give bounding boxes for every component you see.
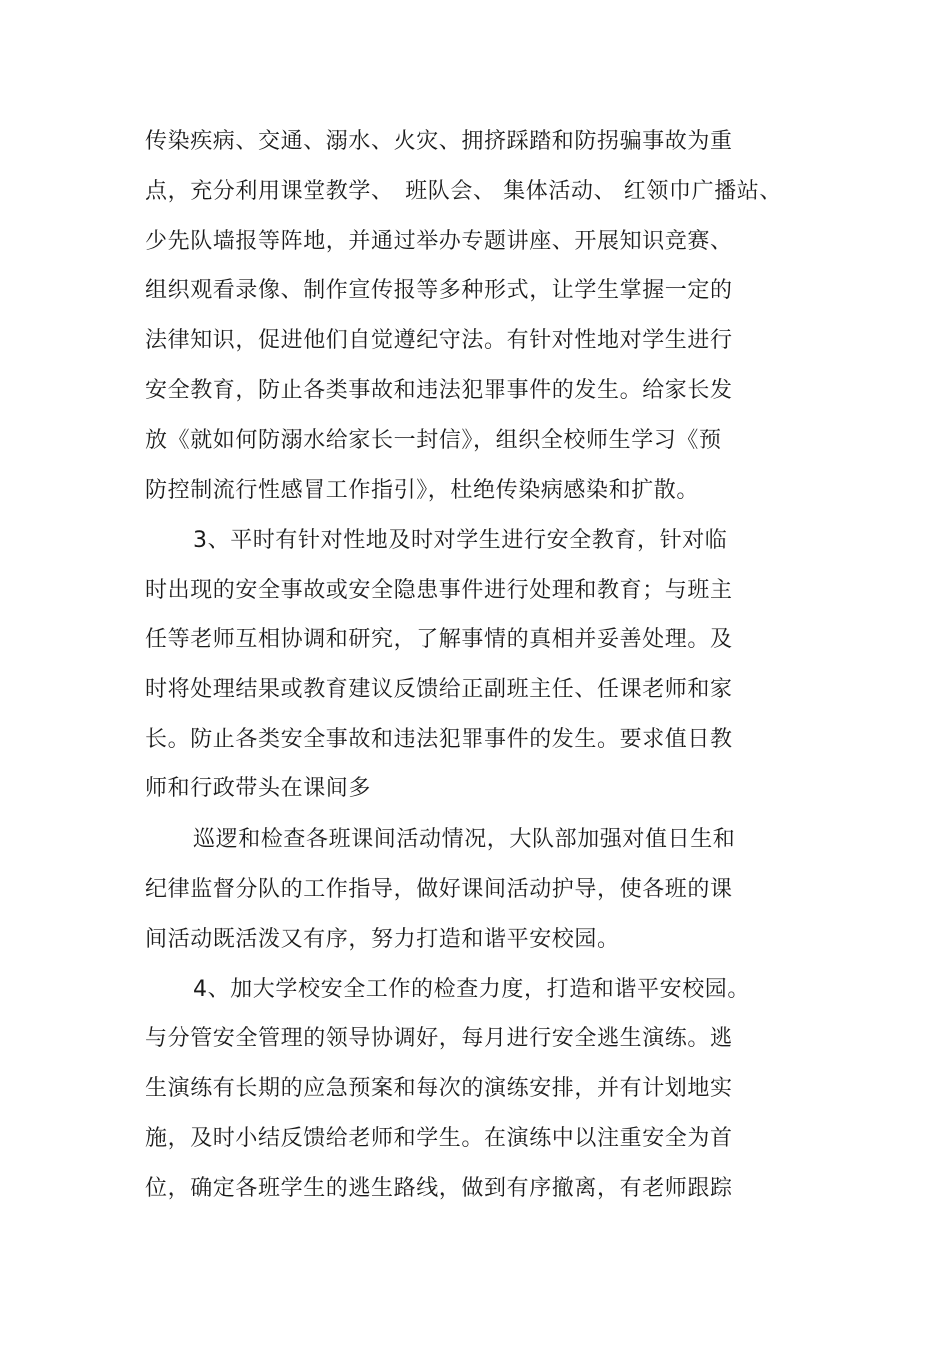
text-line: 少先队墙报等阵地，并通过举办专题讲座、开展知识竞赛、 — [145, 229, 733, 254]
text-line: 纪律监督分队的工作指导，做好课间活动护导，使各班的课 — [145, 877, 733, 902]
text-line: 师和行政带头在课间多 — [145, 776, 372, 801]
text-line: 安全教育，防止各类事故和违法犯罪事件的发生。给家长发 — [145, 378, 733, 403]
text-line: 间活动既活泼又有序，努力打造和谐平安校园。 — [145, 927, 620, 952]
text-line: 位，确定各班学生的逃生路线，做到有序撤离，有老师跟踪 — [145, 1176, 733, 1201]
paragraph-3-first-line: 3、平时有针对性地及时对学生进行安全教育，针对临 — [193, 528, 728, 553]
text-line: 任等老师互相协调和研究，了解事情的真相并妥善处理。及 — [145, 627, 733, 652]
paragraph-4-first-line: 4、加大学校安全工作的检查力度，打造和谐平安校园。 — [193, 977, 750, 1002]
text-line: 与分管安全管理的领导协调好，每月进行安全逃生演练。逃 — [145, 1026, 733, 1051]
text-line: 时将处理结果或教育建议反馈给正副班主任、任课老师和家 — [145, 677, 733, 702]
text-line: 法律知识，促进他们自觉遵纪守法。有针对性地对学生进行 — [145, 328, 733, 353]
text-line: 点，充分利用课堂教学、 班队会、 集体活动、 红领巾广播站、 — [145, 179, 782, 204]
text-line: 施，及时小结反馈给老师和学生。在演练中以注重安全为首 — [145, 1126, 733, 1151]
text-line: 传染疾病、交通、溺水、火灾、拥挤踩踏和防拐骗事故为重 — [145, 129, 733, 154]
paragraph-first-line: 巡逻和检查各班课间活动情况，大队部加强对值日生和 — [193, 827, 736, 852]
text-line: 放《就如何防溺水给家长一封信》，组织全校师生学习《预 — [145, 428, 722, 453]
text-line: 组织观看录像、制作宣传报等多种形式，让学生掌握一定的 — [145, 278, 733, 303]
text-line: 防控制流行性感冒工作指引》，杜绝传染病感染和扩散。 — [145, 478, 700, 503]
text-line: 生演练有长期的应急预案和每次的演练安排，并有计划地实 — [145, 1076, 733, 1101]
text-line: 长。防止各类安全事故和违法犯罪事件的发生。要求值日教 — [145, 727, 733, 752]
text-line: 时出现的安全事故或安全隐患事件进行处理和教育；与班主 — [145, 578, 733, 603]
